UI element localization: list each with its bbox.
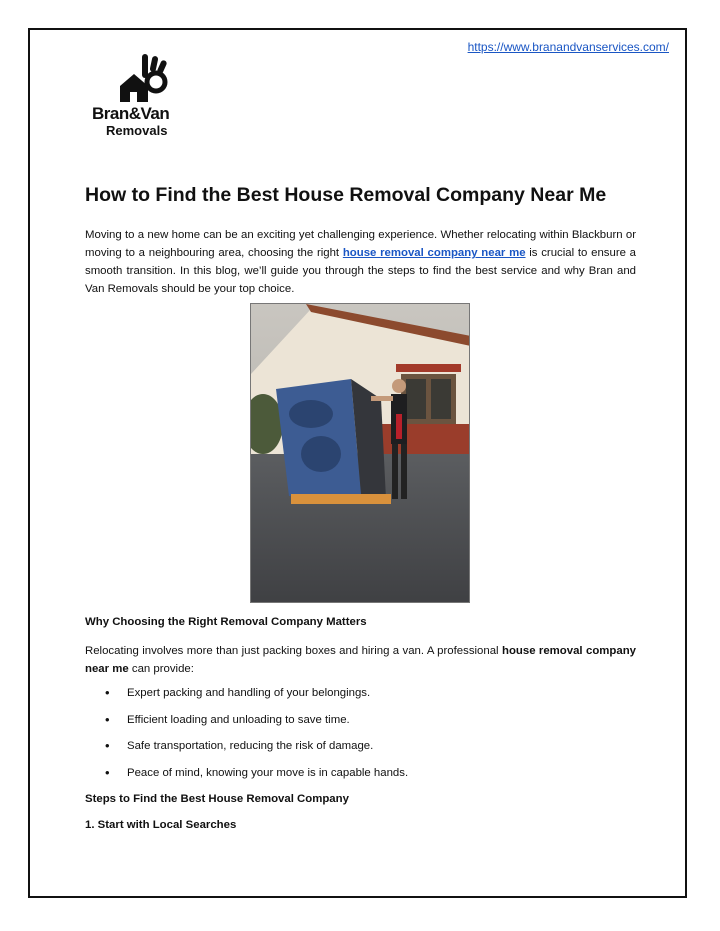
steps-heading: Steps to Find the Best House Removal Company [85, 793, 349, 805]
hot-tub-removal-photo [250, 303, 470, 603]
document-page [28, 28, 687, 898]
page-title: How to Find the Best House Removal Company Near Me [85, 184, 607, 206]
intro-paragraph [85, 226, 636, 298]
intro-text-start: Moving to a new home can be an exciting yet challenging experience. Whether relocating within Blackburn or moving to a neighbouring area, choosing the right [85, 229, 636, 259]
why-text-start: Relocating involves more than just packing boxes and hiring a van. A professional [85, 645, 502, 657]
list-item: • Efficient loading and unloading to save time. [85, 713, 645, 740]
list-item: • Safe transportation, reducing the risk of damage. [85, 739, 645, 766]
why-text-end: can provide: [128, 663, 194, 675]
list-item: • Peace of mind, knowing your move is in capable hands. [85, 766, 645, 793]
list-item: • Expert packing and handling of your belongings. [85, 686, 645, 713]
ok-hand-house-icon [92, 52, 192, 104]
logo-brand-subtitle: Removals [106, 123, 168, 138]
step-1-heading: 1. Start with Local Searches [85, 819, 237, 831]
house-removal-link[interactable]: house removal company near me [342, 247, 526, 259]
why-paragraph [85, 642, 636, 678]
logo-brand-name: Bran&Van [92, 104, 170, 123]
company-logo [92, 52, 192, 142]
why-bold-phrase: house removal company near me [85, 645, 636, 675]
why-heading: Why Choosing the Right Removal Company Matters [85, 616, 367, 628]
website-url-link[interactable]: https://www.branandvanservices.com/ [467, 40, 669, 54]
intro-text-end: is crucial to ensure a smooth transition. In this blog, we’ll guide you through the steps to find the best service and why Bran and Van Removals should be your top choice. [85, 247, 637, 295]
benefits-list [85, 686, 645, 792]
